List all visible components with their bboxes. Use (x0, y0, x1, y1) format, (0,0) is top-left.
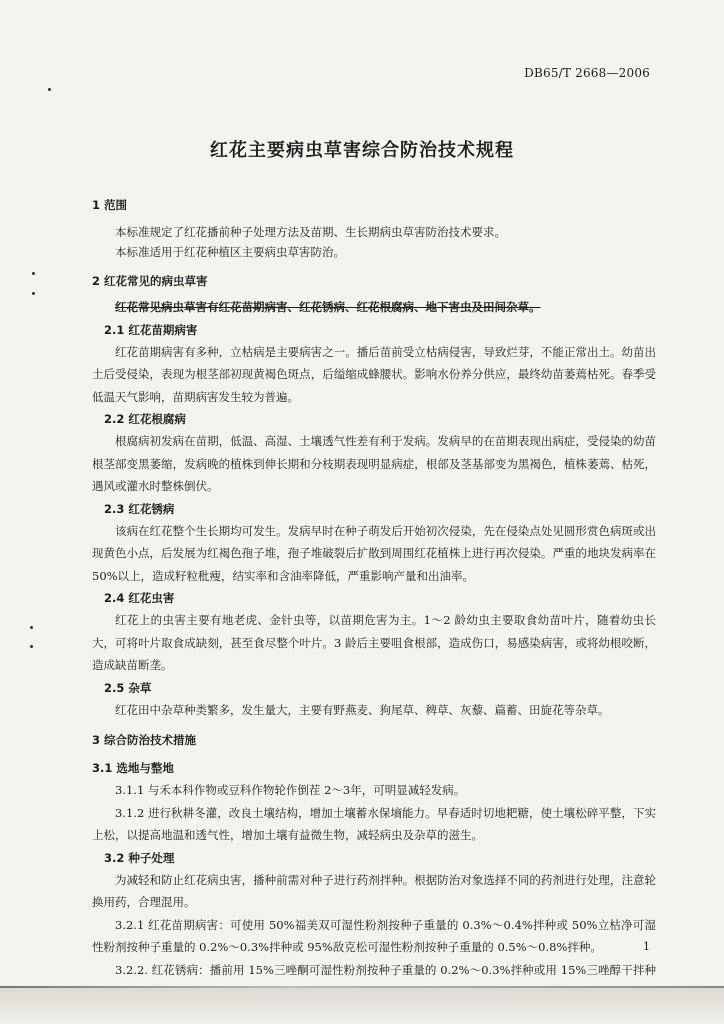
paragraph: 红花田中杂草种类繁多，发生量大，主要有野燕麦、狗尾草、稗草、灰藜、萹蓄、田旋花等杂草。 (115, 702, 610, 717)
paragraph: 3.1.2 进行秋耕冬灌，改良土壤结构，增加土壤蓄水保墒能力。早春适时切地耙糖，使土壤松碎平整，下实上松，以提高地温和透气性，增加土壤有益微生物，减轻病虫及杂草的滋生。 (92, 805, 656, 842)
subsection-heading: 2.4 红花虫害 (104, 591, 175, 605)
subsection-heading: 2.2 红花根腐病 (104, 412, 186, 426)
paragraph: 为减轻和防止红花病虫害，播种前需对种子进行药剂拌种。根据防治对象选择不同的药剂进行处理，注意轮换用药，合理混用。 (92, 872, 656, 909)
paragraph: 本标准规定了红花播前种子处理方法及苗期、生长期病虫草害防治技术要求。 (115, 225, 506, 239)
subsection-heading: 2.1 红花苗期病害 (104, 322, 198, 337)
paragraph: 红花常见病虫草害有红花苗期病害、红花锈病、红花根腐病、地下害虫及田间杂草。 (115, 300, 541, 314)
page-title: 红花主要病虫草害综合防治技术规程 (210, 140, 514, 161)
page-number: 1 (643, 940, 650, 953)
paragraph: 3.2.2. 红花锈病：播前用 15%三唑酮可湿性粉剂按种子重量的 0.2%～0.3%拌种或用 15%三唑醇干拌种 (115, 962, 656, 977)
paragraph: 根腐病初发病在苗期，低温、高湿、土壤透气性差有利于发病。发病早的在苗期表现出病症，受侵染的幼苗根茎部变黑萎缩，发病晚的植株到伸长期和分枝期表现明显病症，根部及茎基部变为黑褐色，植株萎蔫、枯死，遇风或灌水时整株倒伏。 (92, 434, 656, 493)
subsection-heading: 2.3 红花锈病 (104, 501, 175, 516)
subsection-heading: 3.2 种子处理 (104, 850, 175, 865)
scan-margin (0, 988, 724, 1024)
scan-speck (30, 626, 33, 629)
scan-speck (30, 645, 33, 648)
scan-speck (32, 292, 35, 295)
paragraph: 3.2.1 红花苗期病害：可使用 50%福美双可湿性粉剂按种子重量的 0.3%～0.4%拌种或 50%立枯净可湿性粉剂按种子重量的 0.2%～0.3%拌种或 95%敌克松可湿性粉剂按种子重量的 0.5%～0.8%拌种。 (92, 917, 656, 954)
paragraph: 红花上的虫害主要有地老虎、金针虫等，以苗期危害为主。1～2 龄幼虫主要取食幼苗叶片，随着幼虫长大，可将叶片取食成缺刻，甚至食尽整个叶片。3 龄后主要咀食根部，造成伤口，易感染病害，或将幼根咬断，造成缺苗断垄。 (92, 613, 656, 672)
scan-speck (32, 272, 35, 275)
section-heading-2: 2 红花常见的病虫草害 (92, 274, 208, 288)
document-body (92, 190, 656, 1004)
scan-speck (48, 88, 51, 91)
paragraph: 3.1.1 与禾本科作物或豆科作物轮作倒茬 2～3年，可明显减轻发病。 (115, 783, 466, 797)
subsection-heading: 2.5 杂草 (104, 680, 152, 695)
paragraph: 红花苗期病害有多种，立枯病是主要病害之一。播后苗前受立枯病侵害，导致烂芽，不能正常出土。幼苗出土后受侵染，表现为根茎部初现黄褐色斑点，后缢缩成蜂腰状。影响水份养分供应，最终幼苗萎蔫枯死。春季受低温天气影响，苗期病害发生较为普遍。 (92, 344, 656, 404)
section-heading-1: 1 范围 (92, 198, 128, 212)
section-heading-3: 3 综合防治技术措施 (92, 733, 197, 747)
paragraph: 本标准适用于红花种植区主要病虫草害防治。 (115, 245, 345, 259)
paragraph: 该病在红花整个生长期均可发生。发病早时在种子萌发后开始初次侵染，先在侵染点处见圆形赏色病斑或出现黄色小点，后发展为红褐色孢子堆，孢子堆破裂后扩散到周围红花植株上进行再次侵染。严重的地块发病率在50%以上，造成籽粒秕瘦，结实率和含油率降低，严重影响产量和出油率。 (92, 523, 656, 583)
subsection-heading: 3.1 选地与整地 (92, 761, 174, 775)
standard-code: DB65/T 2668—2006 (524, 66, 650, 80)
